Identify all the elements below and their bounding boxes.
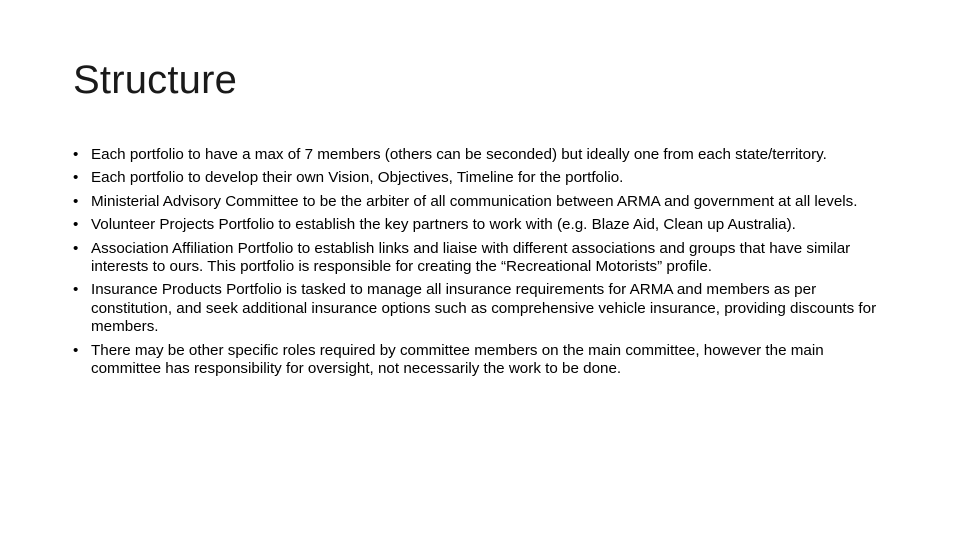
bullet-item [73,342,883,379]
bullet-text: Insurance Products Portfolio is tasked to manage all insurance requirements for ARMA and members as per constitution, and seek additional insurance options such as comprehensive vehicle insurance, providing discounts for members. [91,281,877,336]
bullet-text: Ministerial Advisory Committee to be the arbiter of all communication between ARMA and government at all levels. [91,192,858,210]
bullet-item [73,169,883,187]
bullet-dot-icon: • [73,281,79,299]
bullet-text: Each portfolio to have a max of 7 members (others can be seconded) but ideally one from each state/territory. [91,146,827,163]
bullet-item [73,146,883,164]
bullet-item [73,281,883,336]
bullet-text: Association Affiliation Portfolio to establish links and liaise with different associations and groups that have similar interests to ours. This portfolio is responsible for creating the “Recreational Motorists” profile. [91,239,851,276]
bullet-dot-icon: • [73,192,79,210]
slide-title: Structure [73,58,238,102]
bullet-dot-icon: • [73,169,79,187]
bullet-list [73,146,883,383]
bullet-dot-icon: • [73,146,79,163]
bullet-dot-icon: • [73,341,79,359]
bullet-text: Volunteer Projects Portfolio to establish the key partners to work with (e.g. Blaze Aid, Clean up Australia). [91,216,796,234]
bullet-text: There may be other specific roles required by committee members on the main committee, however the main committee has responsibility for oversight, not necessarily the work to be done. [91,341,824,378]
bullet-dot-icon: • [73,216,79,234]
bullet-dot-icon: • [73,239,79,257]
bullet-item [73,216,883,234]
bullet-text: Each portfolio to develop their own Vision, Objectives, Timeline for the portfolio. [91,169,624,187]
bullet-item [73,240,883,277]
bullet-item [73,193,883,211]
